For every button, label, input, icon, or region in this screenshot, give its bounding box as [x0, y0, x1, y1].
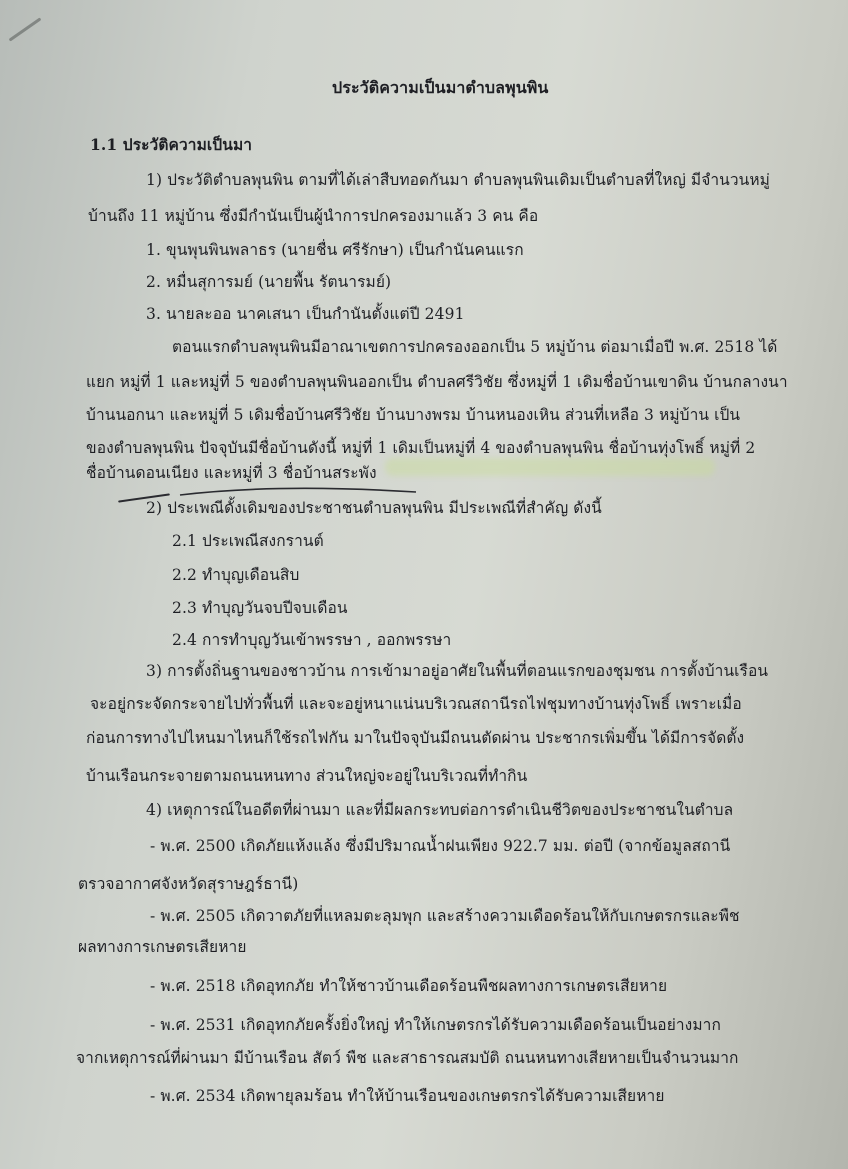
text-line: 2.2 ทำบุญเดือนสิบ [172, 566, 300, 584]
text-line: - พ.ศ. 2500 เกิดภัยแห้งแล้ง ซึ่งมีปริมาณน้ำฝนเพียง 922.7 มม. ต่อปี (จากข้อมูลสถานี [150, 837, 731, 855]
text-line: 1. ขุนพุนพินพลาธร (นายชื่น ศรีรักษา) เป็นกำนันคนแรก [146, 241, 524, 259]
text-line: ของตำบลพุนพิน ปัจจุบันมีชื่อบ้านดังนี้ หมู่ที่ 1 เดิมเป็นหมู่ที่ 4 ของตำบลพุนพิน ชื่อบ้านทุ่งโพธิ์ หมู่ที่ 2 [86, 439, 756, 457]
text-line: บ้านถึง 11 หมู่บ้าน ซึ่งมีกำนันเป็นผู้นำการปกครองมาแล้ว 3 คน คือ [88, 207, 539, 225]
text-line: - พ.ศ. 2518 เกิดอุทกภัย ทำให้ชาวบ้านเดือดร้อนพืชผลทางการเกษตรเสียหาย [150, 977, 668, 995]
text-line: ก่อนการทางไปไหนมาไหนก็ใช้รถไฟกัน มาในปัจจุบันมีถนนตัดผ่าน ประชากรเพิ่มขึ้น ได้มีการจัดตั้ง [86, 729, 745, 747]
section-heading: 1.1 ประวัติความเป็นมา [90, 135, 253, 154]
text-line: 2) ประเพณีดั้งเดิมของประชาชนตำบลพุนพิน มีประเพณีที่สำคัญ ดังนี้ [146, 499, 602, 517]
highlighter-mark [385, 458, 715, 476]
text-line: ตอนแรกตำบลพุนพินมีอาณาเขตการปกครองออกเป็น 5 หมู่บ้าน ต่อมาเมื่อปี พ.ศ. 2518 ได้ [172, 338, 778, 356]
text-line: - พ.ศ. 2534 เกิดพายุลมร้อน ทำให้บ้านเรือนของเกษตรกรได้รับความเสียหาย [150, 1087, 665, 1105]
text-line: 2. หมื่นสุการมย์ (นายพื้น รัตนารมย์) [146, 273, 392, 291]
pen-strike-mark [178, 484, 418, 498]
text-line: บ้านนอกนา และหมู่ที่ 5 เดิมชื่อบ้านศรีวิชัย บ้านบางพรม บ้านหนองเหิน ส่วนที่เหลือ 3 หมู่บ้าน เป็น [86, 406, 741, 424]
page-title: ประวัติความเป็นมาตำบลพุนพิน [332, 78, 549, 97]
text-line: 1) ประวัติตำบลพุนพิน ตามที่ได้เล่าสืบทอดกันมา ตำบลพุนพินเดิมเป็นตำบลที่ใหญ่ มีจำนวนหมู่ [146, 171, 770, 189]
text-line: แยก หมู่ที่ 1 และหมู่ที่ 5 ของตำบลพุนพินออกเป็น ตำบลศรีวิชัย ซึ่งหมู่ที่ 1 เดิมชื่อบ้านเขาดิน บ้านกลางนา [86, 373, 788, 391]
text-line: จากเหตุการณ์ที่ผ่านมา มีบ้านเรือน สัตว์ พืช และสาธารณสมบัติ ถนนหนทางเสียหายเป็นจำนวนมาก [76, 1049, 739, 1067]
text-line: - พ.ศ. 2505 เกิดวาตภัยที่แหลมตะลุมพุก และสร้างความเดือดร้อนให้กับเกษตรกรและพืช [150, 907, 740, 925]
text-line: 4) เหตุการณ์ในอดีตที่ผ่านมา และที่มีผลกระทบต่อการดำเนินชีวิตของประชาชนในตำบล [146, 801, 734, 819]
text-line: ชื่อบ้านดอนเนียง และหมู่ที่ 3 ชื่อบ้านสระพัง [86, 464, 377, 482]
text-line: 2.1 ประเพณีสงกรานต์ [172, 532, 324, 550]
pencil-mark [9, 17, 42, 41]
text-line: 3. นายละออ นาคเสนา เป็นกำนันตั้งแต่ปี 2491 [146, 305, 465, 323]
text-line: ผลทางการเกษตรเสียหาย [78, 938, 247, 956]
text-line: 2.4 การทำบุญวันเข้าพรรษา , ออกพรรษา [172, 631, 452, 649]
text-line: จะอยู่กระจัดกระจายไปทั่วพื้นที่ และจะอยู่หนาแน่นบริเวณสถานีรถไฟชุมทางบ้านทุ่งโพธิ์ เพราะเมื่อ [90, 695, 742, 713]
text-line: บ้านเรือนกระจายตามถนนหนทาง ส่วนใหญ่จะอยู่ในบริเวณที่ทำกิน [86, 767, 528, 785]
text-line: - พ.ศ. 2531 เกิดอุทกภัยครั้งยิ่งใหญ่ ทำให้เกษตรกรได้รับความเดือดร้อนเป็นอย่างมาก [150, 1016, 721, 1034]
text-line: ตรวจอากาศจังหวัดสุราษฎร์ธานี) [78, 875, 299, 893]
text-line: 3) การตั้งถิ่นฐานของชาวบ้าน การเข้ามาอยู่อาศัยในพื้นที่ตอนแรกของชุมชน การตั้งบ้านเรือน [146, 662, 769, 680]
text-line: 2.3 ทำบุญวันจบปีจบเดือน [172, 599, 348, 617]
